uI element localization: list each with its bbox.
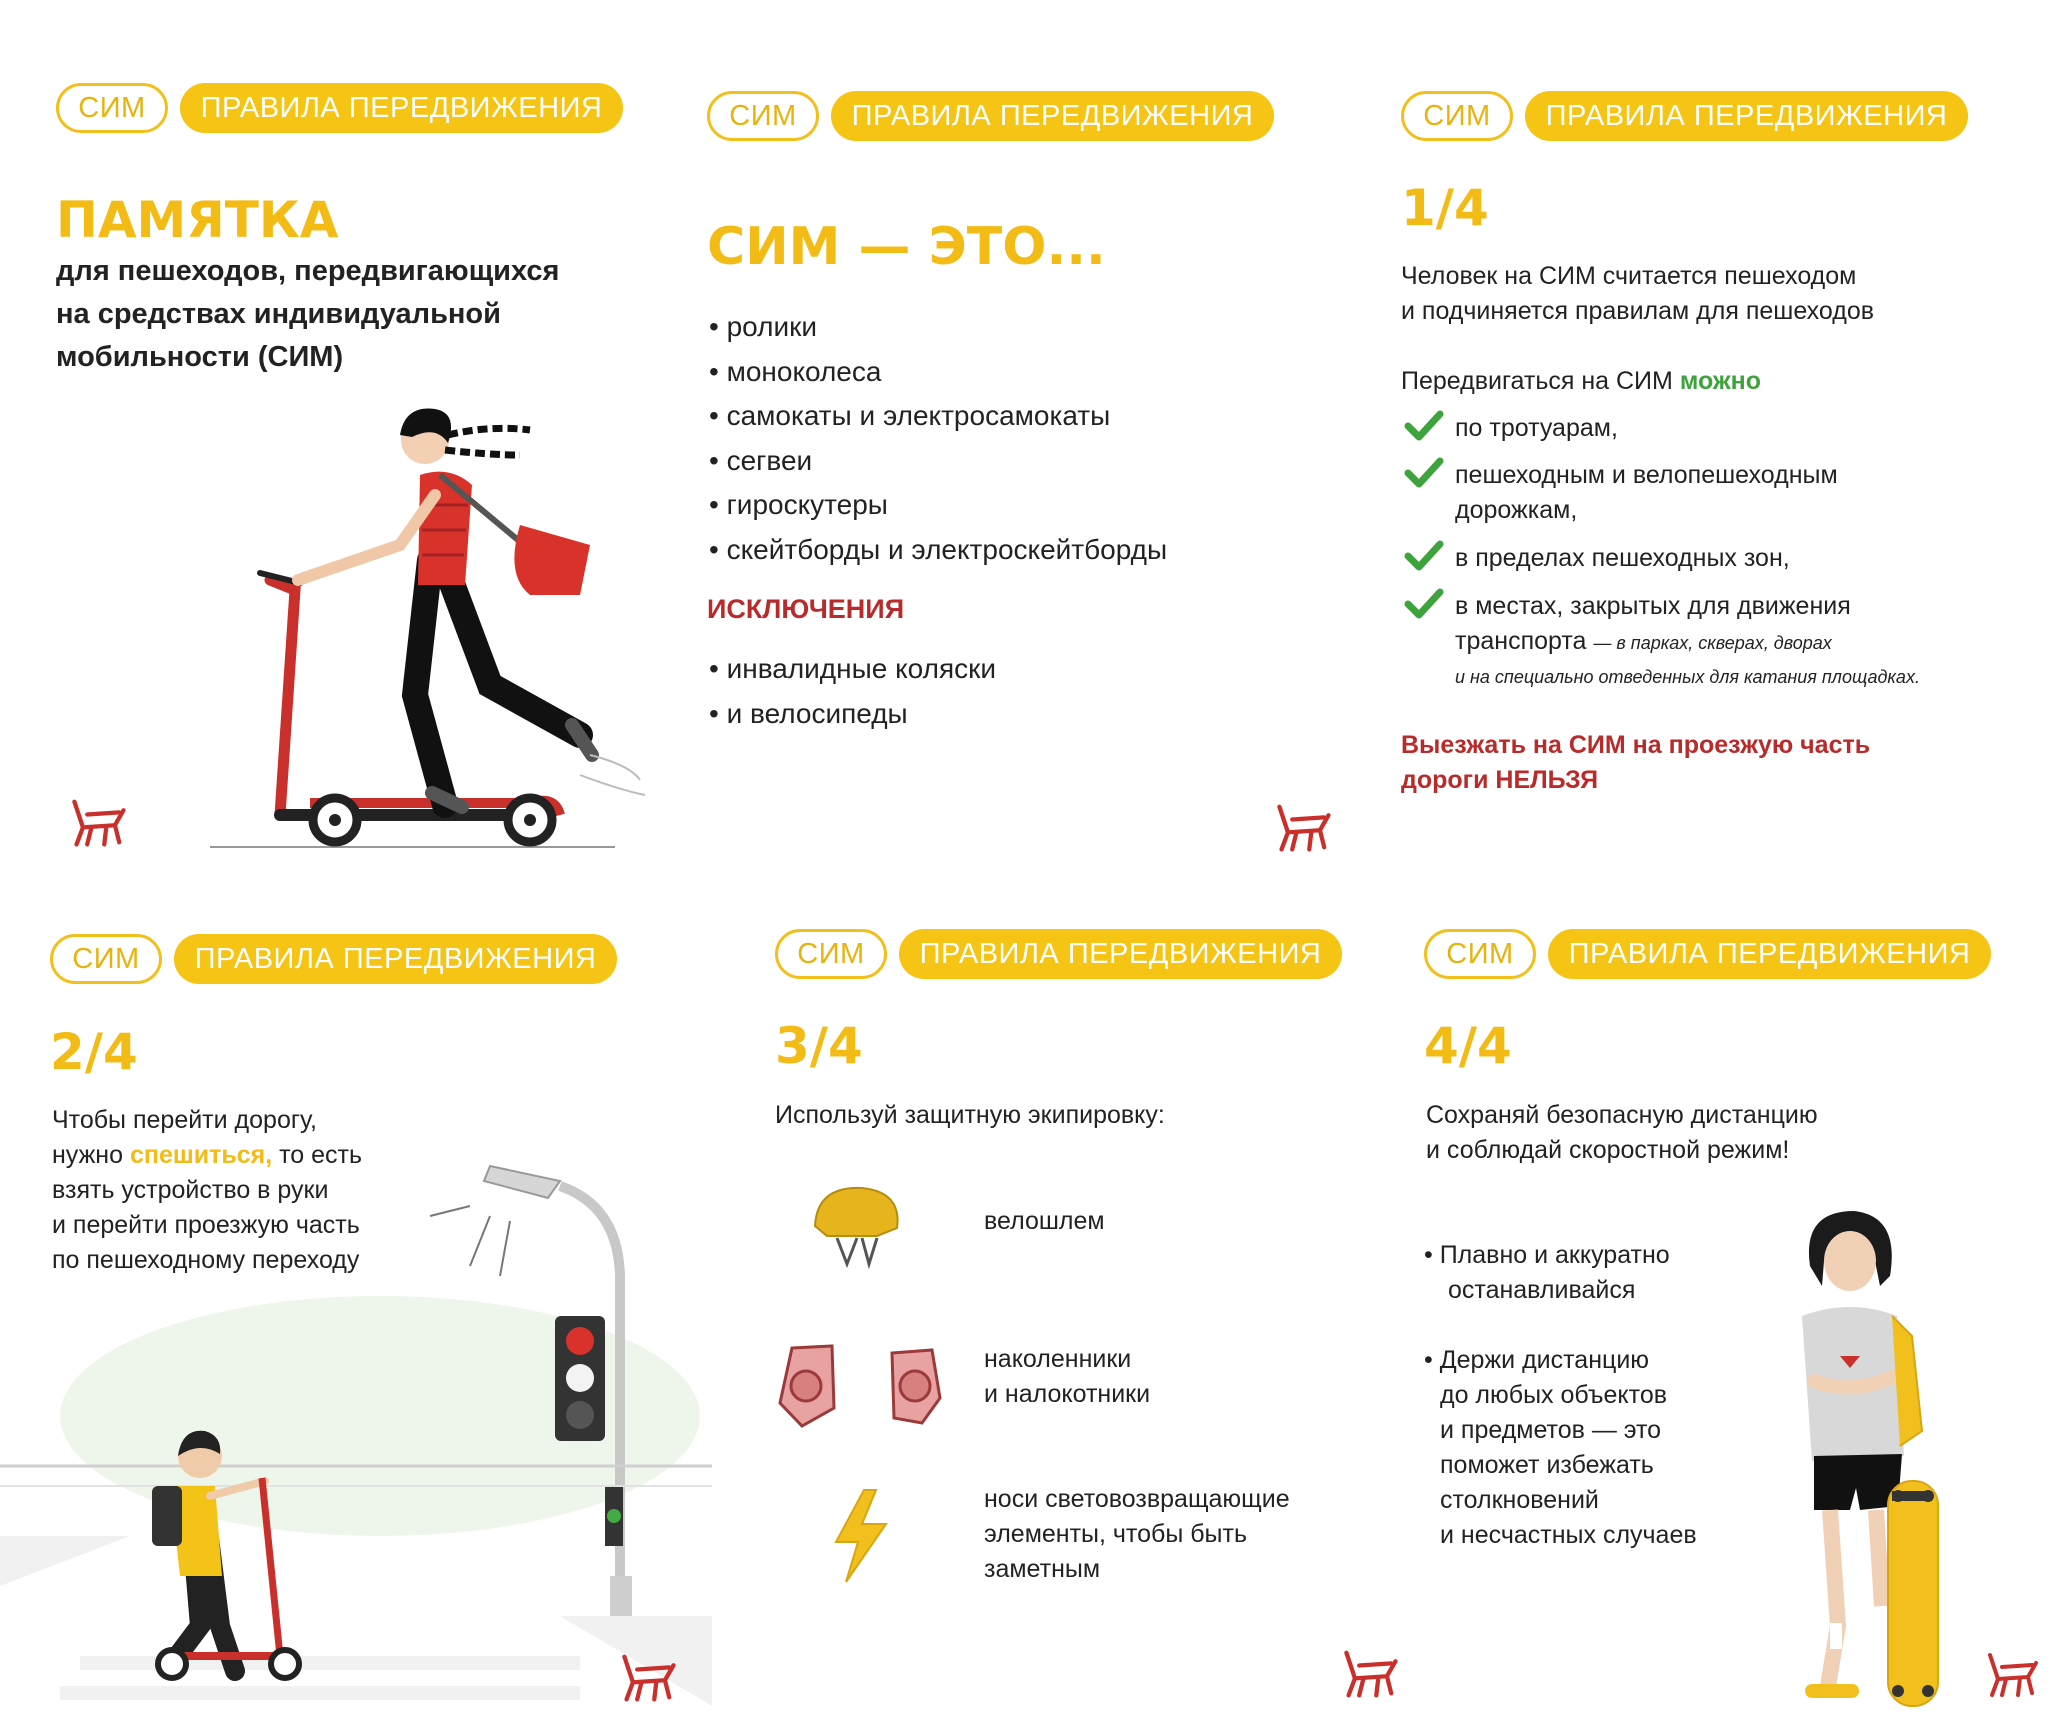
- tip-line: останавливайся: [1448, 1276, 1636, 1304]
- highlight-word: спешиться,: [129, 1141, 273, 1169]
- tip-line: до любых объектов: [1440, 1381, 1668, 1409]
- equipment-label: заметным: [984, 1555, 1101, 1583]
- check-icon: [1404, 588, 1444, 620]
- list-item: • скейтборды и электроскейтборды: [709, 528, 1167, 573]
- warning-text: Выезжать на СИМ на проезжую часть дороги НЕЛЬЗЯ: [1401, 731, 1871, 794]
- allowed-word: можно: [1679, 367, 1762, 395]
- chair-logo-icon: [68, 795, 132, 849]
- rule-line: по пешеходному переходу: [52, 1246, 360, 1274]
- tip-line: • Держи дистанцию: [1424, 1343, 1649, 1378]
- tag-sim[interactable]: СИМ: [707, 91, 819, 141]
- tag-sim[interactable]: СИМ: [56, 83, 168, 133]
- tag-movement-rules[interactable]: ПРАВИЛА ПЕРЕДВИЖЕНИЯ: [174, 934, 617, 984]
- step-number: 3/4: [775, 1017, 863, 1075]
- exceptions-title: ИСКЛЮЧЕНИЯ: [707, 594, 905, 624]
- list-item: • и велосипеды: [709, 692, 996, 737]
- intro-line: Сохраняй безопасную дистанцию: [1426, 1101, 1818, 1129]
- equipment-label: носи световозвращающие: [984, 1485, 1290, 1513]
- tag-sim[interactable]: СИМ: [1401, 91, 1513, 141]
- tag-sim[interactable]: СИМ: [1424, 929, 1536, 979]
- list-item: • моноколеса: [709, 350, 1167, 395]
- tag-movement-rules[interactable]: ПРАВИЛА ПЕРЕДВИЖЕНИЯ: [1525, 91, 1968, 141]
- equipment-label: наколенники: [984, 1345, 1132, 1373]
- step-number: 2/4: [50, 1023, 138, 1081]
- check-icon: [1404, 457, 1444, 489]
- allowed-place: пешеходным и велопешеходным: [1455, 461, 1838, 489]
- equipment-label: элементы, чтобы быть: [984, 1520, 1248, 1548]
- panel-rule-4: [1412, 856, 2048, 1713]
- tag-movement-rules[interactable]: ПРАВИЛА ПЕРЕДВИЖЕНИЯ: [899, 929, 1342, 979]
- rule-line: взять устройство в руки: [52, 1176, 329, 1204]
- lightning-icon: [824, 1486, 894, 1586]
- tag-movement-rules[interactable]: ПРАВИЛА ПЕРЕДВИЖЕНИЯ: [180, 83, 623, 133]
- chair-logo-icon: [1984, 1648, 2044, 1700]
- allowed-place: транспорта — в парках, скверах, дворах: [1455, 627, 1832, 655]
- intro-line: и соблюдай скоростной режим!: [1426, 1136, 1790, 1164]
- rule-line: нужно спешиться, то есть: [52, 1141, 363, 1169]
- panel-rule-1: [1366, 0, 2048, 856]
- rule-line: Чтобы перейти дорогу,: [52, 1106, 317, 1134]
- rule-line: и перейти проезжую часть: [52, 1211, 360, 1239]
- tip-line: и предметов — это: [1440, 1416, 1662, 1444]
- helmet-icon: [807, 1176, 907, 1276]
- sim-definition-title: СИМ — ЭТО...: [707, 217, 1106, 277]
- note: — в парках, скверах, дворах: [1593, 633, 1832, 653]
- chair-logo-icon: [618, 1650, 682, 1704]
- tag-sim[interactable]: СИМ: [775, 929, 887, 979]
- list-item: • инвалидные коляски: [709, 647, 996, 692]
- skateboarder-illustration: [1772, 1206, 1992, 1713]
- check-icon: [1404, 410, 1444, 442]
- intro-line: Человек на СИМ считается пешеходом: [1401, 262, 1857, 290]
- list-item: • сегвеи: [709, 439, 1167, 484]
- step-number: 4/4: [1424, 1017, 1512, 1075]
- step-number: 1/4: [1401, 179, 1489, 237]
- memo-subtitle: для пешеходов, передвигающихся на средствах индивидуальной мобильности (СИМ): [56, 255, 560, 373]
- memo-title: ПАМЯТКА: [56, 191, 339, 249]
- crosswalk-illustration: [0, 1016, 712, 1713]
- intro-line: и подчиняется правилам для пешеходов: [1401, 297, 1875, 325]
- panel-rule-3: [712, 856, 1412, 1713]
- panel-rule-2: [0, 856, 712, 1713]
- check-icon: [1404, 540, 1444, 572]
- allowed-place: в пределах пешеходных зон,: [1455, 544, 1790, 572]
- knee-pads-icon: [772, 1338, 962, 1438]
- equipment-label: велошлем: [984, 1207, 1105, 1235]
- exceptions-list: [709, 647, 996, 736]
- can-heading: Передвигаться на СИМ можно: [1401, 367, 1762, 395]
- scooter-rider-illustration: [200, 395, 660, 855]
- list-item: • самокаты и электросамокаты: [709, 394, 1167, 439]
- chair-logo-icon: [1273, 800, 1337, 854]
- list-item: • гироскутеры: [709, 483, 1167, 528]
- panel-sim-definition: [683, 0, 1366, 856]
- list-item: • ролики: [709, 305, 1167, 350]
- chair-logo-icon: [1340, 1646, 1404, 1700]
- note: и на специально отведенных для катания площадках.: [1455, 667, 1920, 687]
- tip-line: • Плавно и аккуратно: [1424, 1238, 1670, 1273]
- equipment-label: и налокотники: [984, 1380, 1151, 1408]
- allowed-place: в местах, закрытых для движения: [1455, 592, 1851, 620]
- tag-movement-rules[interactable]: ПРАВИЛА ПЕРЕДВИЖЕНИЯ: [1548, 929, 1991, 979]
- panel-memo: [0, 0, 683, 856]
- tag-movement-rules[interactable]: ПРАВИЛА ПЕРЕДВИЖЕНИЯ: [831, 91, 1274, 141]
- tip-line: столкновений: [1440, 1486, 1599, 1514]
- tip-line: поможет избежать: [1440, 1451, 1654, 1479]
- sim-items-list: [709, 305, 1167, 572]
- allowed-place: по тротуарам,: [1455, 414, 1618, 442]
- allowed-place: дорожкам,: [1455, 496, 1578, 524]
- tip-line: и несчастных случаев: [1440, 1521, 1697, 1549]
- tag-sim[interactable]: СИМ: [50, 934, 162, 984]
- equipment-intro: Используй защитную экипировку:: [775, 1101, 1165, 1129]
